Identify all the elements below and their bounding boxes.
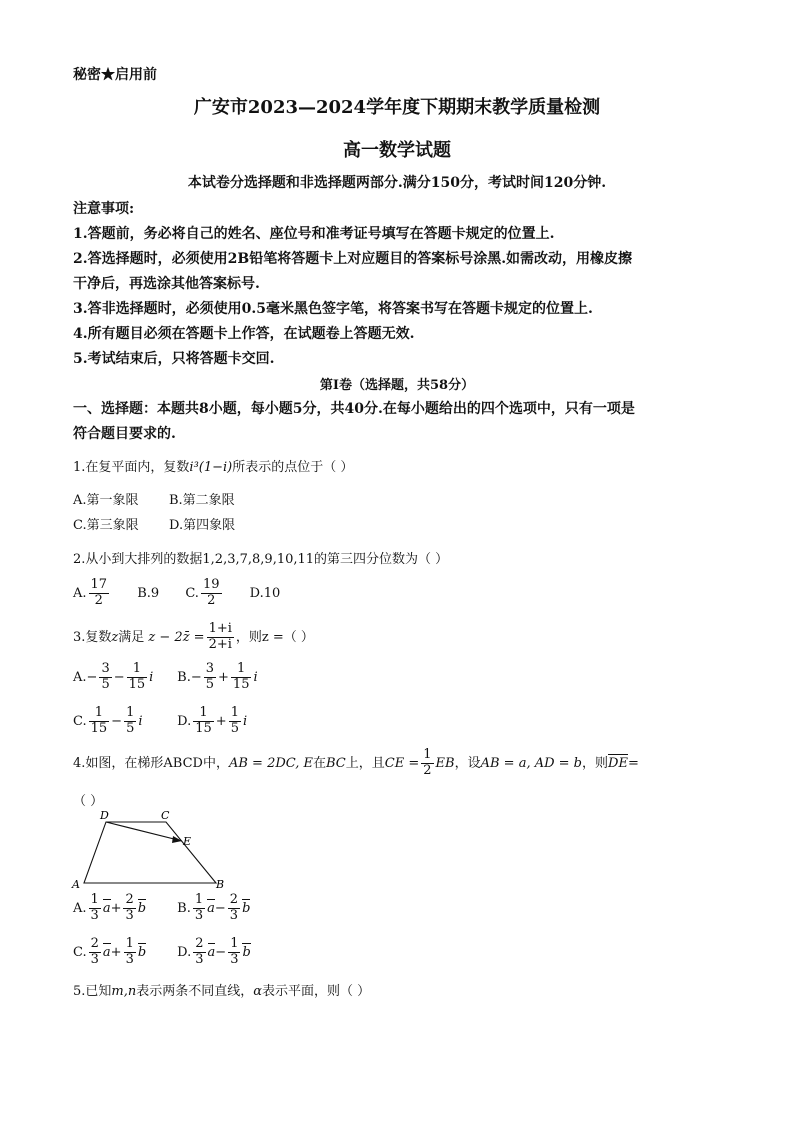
q4-option-b[interactable]: B. $\frac{1}{3}$ a− $\frac{2}{3}$ b	[177, 892, 251, 923]
subject-title: 高一数学试题	[343, 140, 451, 161]
q1-expr: i³(1−i)	[189, 460, 233, 475]
part-title: 第I卷（选择题，共58分）	[319, 378, 475, 393]
notice-item: 干净后，再选涂其他答案标号.	[73, 276, 260, 292]
q4-blank: （ ）	[73, 794, 104, 809]
q2-options	[73, 578, 280, 609]
question-2	[73, 548, 448, 567]
notice-heading: 注意事项:	[73, 201, 135, 217]
q2-option-d[interactable]: D.10	[249, 585, 281, 601]
q4-options-row1	[73, 893, 250, 924]
exam-title: 广安市2023—2024学年度下期期末教学质量检测	[193, 97, 601, 118]
label-e: E	[183, 835, 192, 848]
q1-option-a[interactable]: A.第一象限	[73, 493, 139, 508]
trapezoid-figure	[68, 808, 228, 890]
notice-item: 1.答题前，务必将自己的姓名、座位号和准考证号填写在答题卡规定的位置上.	[73, 226, 555, 242]
q3-option-d[interactable]: D. $\frac{1}{15}$ + $\frac{1}{5}$ i	[177, 705, 248, 736]
question-5: 5.已知m,n表示两条不同直线，α表示平面，则（ ）	[73, 984, 371, 999]
notice-item: 5.考试结束后，只将答题卡交回.	[73, 351, 275, 367]
notice-item: 2.答选择题时，必须使用2B铅笔将答题卡上对应题目的答案标号涂黑.如需改动，用橡皮擦	[73, 251, 633, 267]
q1-option-b[interactable]: B.第二象限	[169, 493, 235, 508]
q1-post: 所表示的点位于（ ）	[232, 460, 354, 475]
section-heading-cont: 符合题目要求的.	[73, 426, 176, 442]
q1-pre: 1.在复平面内，复数	[73, 460, 190, 475]
label-c: C	[161, 809, 170, 822]
q1-option-d[interactable]: D.第四象限	[169, 518, 236, 533]
q2-pre: 2.从小到大排列的数据	[73, 552, 203, 567]
section-heading: 一、选择题：本题共8小题，每小题5分，共40分.在每小题给出的四个选项中，只有一项是	[73, 401, 635, 417]
notice-item: 3.答非选择题时，必须使用0.5毫米黑色签字笔，将答案书写在答题卡规定的位置上.	[73, 301, 593, 317]
trapezoid-shape	[84, 822, 216, 883]
q3-option-b[interactable]: B.− $\frac{3}{5}$ + $\frac{1}{15}$ i	[177, 661, 258, 692]
q4-option-c[interactable]: C. $\frac{2}{3}$ a+ $\frac{1}{3}$ b	[73, 936, 147, 967]
secret-label: 秘密★启用前	[73, 67, 157, 83]
question-1	[73, 456, 353, 475]
q2-data: 1,2,3,7,8,9,10,11	[202, 552, 315, 567]
exam-intro: 本试卷分选择题和非选择题两部分.满分150分，考试时间120分钟.	[187, 175, 607, 191]
q4-option-d[interactable]: D. $\frac{2}{3}$ a− $\frac{1}{3}$ b	[177, 936, 251, 967]
q1-option-c[interactable]: C.第三象限	[73, 518, 139, 533]
q2-option-a[interactable]: A. $\frac{17}{2}$	[73, 577, 108, 608]
q1-options-row1	[73, 489, 235, 508]
notice-item: 4.所有题目必须在答题卡上作答，在试题卷上答题无效.	[73, 326, 415, 342]
q1-options-row2	[73, 514, 235, 533]
q4-options-row2	[73, 937, 251, 968]
question-3: 3.复数z满足 z − 2z̄ = $\frac{1+i}{2+i}$ ，则z =（ ）	[73, 621, 314, 652]
segment-de	[106, 822, 182, 841]
q2-option-b[interactable]: B.9	[137, 585, 160, 601]
q3-option-a[interactable]: A.− $\frac{3}{5}$ − $\frac{1}{15}$ i	[73, 661, 154, 692]
q2-option-c[interactable]: C. $\frac{19}{2}$	[185, 577, 220, 608]
label-d: D	[100, 809, 109, 822]
label-b: B	[216, 878, 225, 890]
q4-option-a[interactable]: A. $\frac{1}{3}$ a+ $\frac{2}{3}$ b	[73, 892, 147, 923]
q3-options-row2	[73, 706, 247, 737]
q3-options-row1	[73, 662, 258, 693]
q2-post: 的第三四分位数为（ ）	[314, 552, 449, 567]
q3-option-c[interactable]: C. $\frac{1}{15}$ − $\frac{1}{5}$ i	[73, 705, 143, 736]
question-4: 4.如图，在梯形ABCD中，AB = 2DC, E在BC上，且CE = $\frac{1}{2}$ EB，设AB = a, AD = b，则DE=	[73, 747, 639, 778]
label-a: A	[72, 878, 80, 890]
